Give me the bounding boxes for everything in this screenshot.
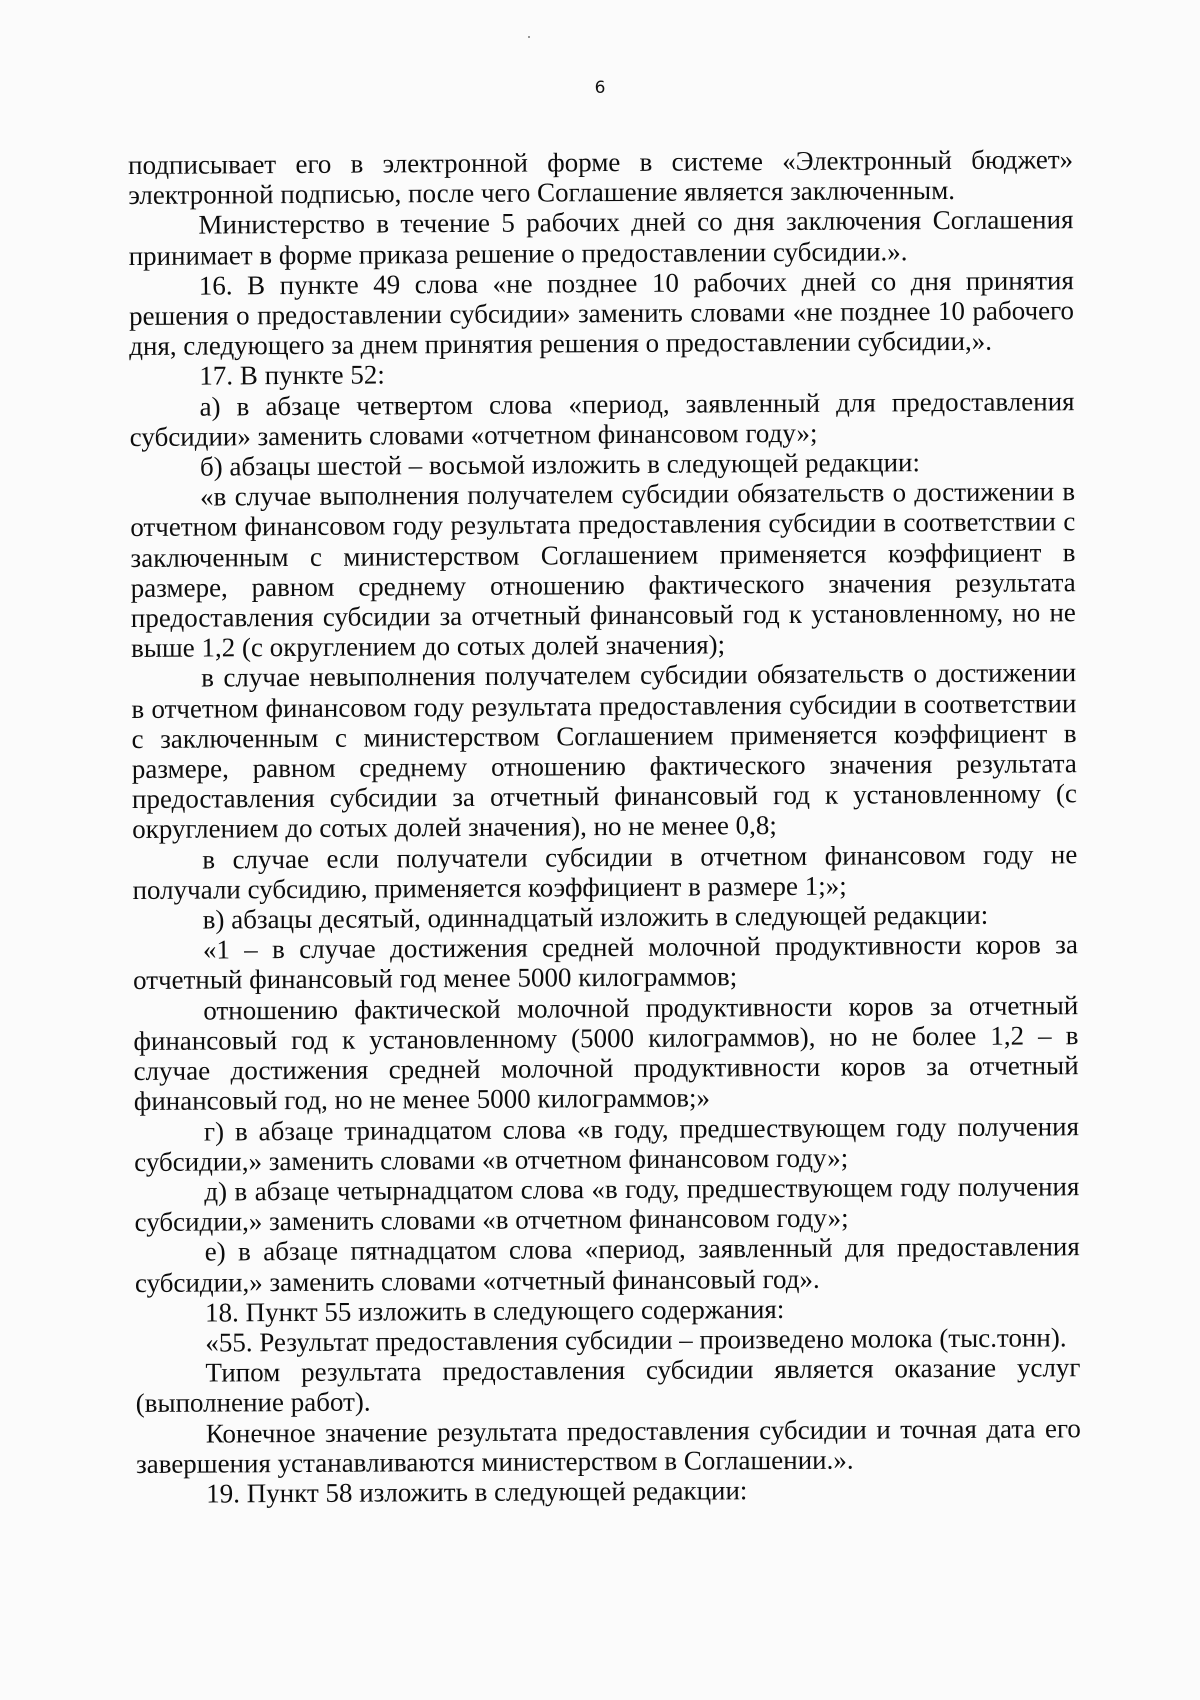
paragraph: Конечное значение результата предоставления субсидии и точная дата его завершения устанавливаются министерством в Соглашении.». (135, 1412, 1081, 1479)
paragraph: в случае невыполнения получателем субсидии обязательств о достижении в отчетном финансовом году результата предоставления субсидии в соответствии с заключенным с министерством Соглашением применяется коэффициент в размере, равном среднему отношению фактического значения результата предоставления субсидии за отчетный финансовый год к установленному (с округлением до сотых долей значения), но не менее 0,8; (131, 657, 1078, 845)
paragraph: г) в абзаце тринадцатом слова «в году, предшествующем году получения субсидии,» заменить словами «в отчетном финансовом году»; (134, 1110, 1080, 1177)
paragraph: е) в абзаце пятнадцатом слова «период, заявленный для предоставления субсидии,» заменить словами «отчетный финансовый год». (134, 1231, 1080, 1298)
paragraph: 19. Пункт 58 изложить в следующей редакции: (206, 1475, 748, 1509)
paragraph: Типом результата предоставления субсидии является оказание услуг (выполнение работ). (135, 1352, 1081, 1419)
paragraph: в случае если получатели субсидии в отчетном финансовом году не получали субсидию, применяется коэффициент в размере 1;»; (132, 838, 1078, 905)
paragraph: 17. В пункте 52: (199, 359, 385, 391)
paragraph: «55. Результат предоставления субсидии – произведено молока (тыс.тонн). (205, 1322, 1067, 1358)
paragraph: 18. Пункт 55 изложить в следующего содержания: (205, 1293, 785, 1328)
paragraph: подписывает его в электронной форме в системе «Электронный бюджет» электронной подписью, после чего Соглашение является заключенным. (128, 144, 1074, 211)
page-number: 6 (594, 78, 606, 98)
paragraph: д) в абзаце четырнадцатом слова «в году, предшествующем году получения субсидии,» заменить словами «в отчетном финансовом году»; (134, 1171, 1080, 1238)
paragraph: «в случае выполнения получателем субсидии обязательств о достижении в отчетном финансовом году результата предоставления субсидии в соответствии с заключенным с министерством Соглашением применяется коэффициент в размере, равном среднему отношению фактического значения результата предоставления субсидии за отчетный финансовый год к установленному, но не выше 1,2 (с округлением до сотых долей значения); (130, 476, 1076, 664)
paragraph: 16. В пункте 49 слова «не позднее 10 рабочих дней со дня принятия решения о предоставлении субсидии» заменить словами «не позднее 10 рабочего дня, следующего за днем принятия решения о предоставлении субсидии,». (128, 265, 1075, 362)
paragraph: а) в абзаце четвертом слова «период, заявленный для предоставления субсидии» заменить словами «отчетном финансовом году»; (129, 385, 1075, 452)
scan-speck (528, 36, 530, 38)
paragraph: «1 – в случае достижения средней молочной продуктивности коров за отчетный финансовый год менее 5000 килограммов; (132, 929, 1078, 996)
paragraph: Министерство в течение 5 рабочих дней со дня заключения Соглашения принимает в форме приказа решение о предоставлении субсидии.». (128, 204, 1074, 271)
paragraph: отношению фактической молочной продуктивности коров за отчетный финансовый год к установленному (5000 килограммов), но не более 1,2 – в случае достижения средней молочной продуктивности коров за отчетный финансовый год, но не менее 5000 килограммов;» (133, 989, 1079, 1117)
paragraph: в) абзацы десятый, одиннадцатый изложить в следующей редакции: (202, 899, 989, 935)
document-body (128, 144, 1081, 1509)
paragraph: б) абзацы шестой – восьмой изложить в следующей редакции: (199, 447, 921, 482)
